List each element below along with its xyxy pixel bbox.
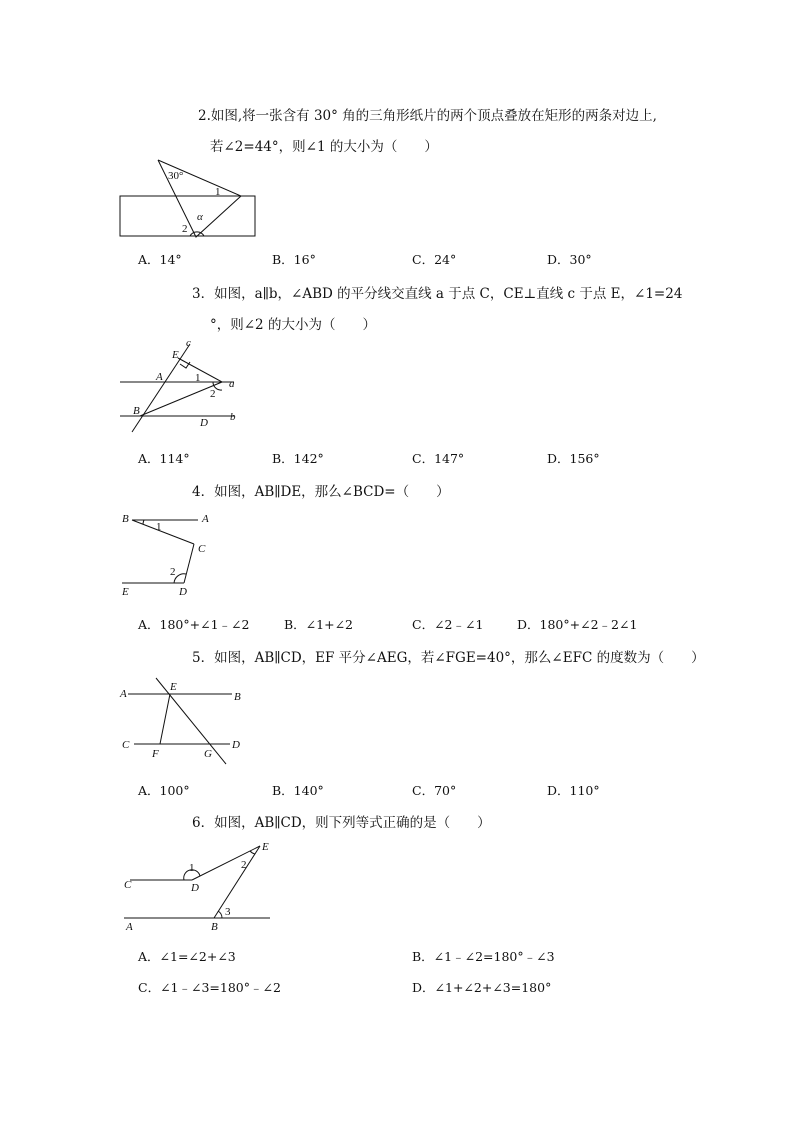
q2-stem-line2: 若∠2=44°，则∠1 的大小为（ ） (210, 139, 438, 155)
q3-label-B: B (133, 405, 140, 417)
q2-option-b[interactable]: B．16° (272, 252, 316, 267)
q5-option-b[interactable]: B．140° (272, 783, 324, 798)
q3-stem-line1: 3．如图，a∥b，∠ABD 的平分线交直线 a 于点 C，CE⊥直线 c 于点 E，∠1=24 (192, 286, 683, 302)
q5-option-d[interactable]: D．110° (547, 783, 600, 798)
q4-segment-CD (184, 544, 194, 583)
q5-label-B: B (234, 691, 241, 703)
q4-option-b[interactable]: B．∠1+∠2 (284, 617, 354, 632)
q6-option-d[interactable]: D．∠1+∠2+∠3=180° (412, 980, 552, 995)
q4-label-2: 2 (170, 566, 176, 578)
q4-label-1: 1 (156, 521, 162, 533)
q2-label-1: 1 (215, 186, 221, 198)
q4-label-B: B (122, 513, 129, 525)
q4-segment-BC (132, 520, 194, 544)
q4-label-A: A (202, 513, 209, 525)
q6-label-A: A (126, 921, 133, 933)
q4-option-c[interactable]: C．∠2﹣∠1 (412, 617, 484, 632)
q6-label-B: B (211, 921, 218, 933)
q3-option-c[interactable]: C．147° (412, 451, 465, 466)
q6-label-2: 2 (241, 859, 247, 871)
q6-label-D: D (191, 882, 199, 894)
q3-option-a[interactable]: A．114° (138, 451, 190, 466)
q5-option-c[interactable]: C．70° (412, 783, 457, 798)
q4-label-E: E (122, 586, 129, 598)
q3-right-angle-mark (180, 362, 190, 368)
q5-stem-line1: 5．如图，AB∥CD，EF 平分∠AEG，若∠FGE=40°，那么∠EFC 的度数为（ ） (192, 650, 705, 666)
q2-label-2: 2 (182, 223, 188, 235)
q2-option-a[interactable]: A．14° (138, 252, 182, 267)
q3-label-A: A (156, 371, 163, 383)
q5-label-D: D (232, 739, 240, 751)
q4-figure (118, 508, 228, 600)
q4-label-D: D (179, 586, 187, 598)
q6-stem-line1: 6．如图，AB∥CD，则下列等式正确的是（ ） (192, 815, 491, 831)
q3-stem-line2: °，则∠2 的大小为（ ） (210, 317, 376, 333)
q3-label-D: D (200, 417, 208, 429)
q4-option-d[interactable]: D．180°+∠2﹣2∠1 (517, 617, 638, 632)
q3-label-b: b (230, 411, 236, 423)
q6-option-b[interactable]: B．∠1﹣∠2=180°﹣∠3 (412, 949, 555, 964)
q3-line-c (132, 344, 190, 432)
q5-label-F: F (152, 748, 159, 760)
q6-label-C: C (124, 879, 132, 891)
q3-label-E: E (172, 349, 179, 361)
q6-segment-EB (214, 846, 260, 918)
q6-angle3-arc (218, 911, 222, 918)
q5-figure (118, 674, 248, 768)
q5-segment-EF (160, 694, 170, 744)
q2-label-30: 30° (168, 170, 184, 182)
q2-label-alpha: α (197, 211, 203, 223)
q4-label-C: C (198, 543, 206, 555)
q6-label-1: 1 (189, 862, 195, 874)
q5-line-EG (156, 678, 226, 764)
q6-figure (118, 838, 278, 934)
q2-angle-arc (190, 232, 204, 236)
q6-label-3: 3 (225, 906, 231, 918)
q6-option-c[interactable]: C．∠1﹣∠3=180°﹣∠2 (138, 980, 281, 995)
q4-option-a[interactable]: A．180°+∠1﹣∠2 (138, 617, 250, 632)
q2-option-c[interactable]: C．24° (412, 252, 457, 267)
q5-label-A: A (120, 688, 127, 700)
q6-segment-DE (192, 846, 260, 880)
q4-stem-line1: 4．如图，AB∥DE，那么∠BCD=（ ） (192, 484, 450, 500)
q6-option-a[interactable]: A．∠1=∠2+∠3 (138, 949, 236, 964)
q3-label-c: c (186, 337, 191, 349)
q6-label-E: E (262, 841, 269, 853)
q3-option-d[interactable]: D．156° (547, 451, 600, 466)
q5-option-a[interactable]: A．100° (138, 783, 190, 798)
q3-figure (118, 334, 268, 434)
q3-label-1: 1 (195, 372, 201, 384)
q3-option-b[interactable]: B．142° (272, 451, 324, 466)
q6-angle2-arc (250, 851, 255, 854)
q2-option-d[interactable]: D．30° (547, 252, 592, 267)
q5-label-C: C (122, 739, 130, 751)
q3-label-2: 2 (210, 388, 216, 400)
q5-label-E: E (170, 681, 177, 693)
q2-figure (118, 156, 263, 240)
q4-angle1-arc (143, 520, 144, 524)
q2-stem-line1: 2.如图,将一张含有 30° 角的三角形纸片的两个顶点叠放在矩形的两条对边上, (198, 108, 657, 124)
q3-label-a: a (229, 378, 235, 390)
q5-label-G: G (204, 748, 212, 760)
